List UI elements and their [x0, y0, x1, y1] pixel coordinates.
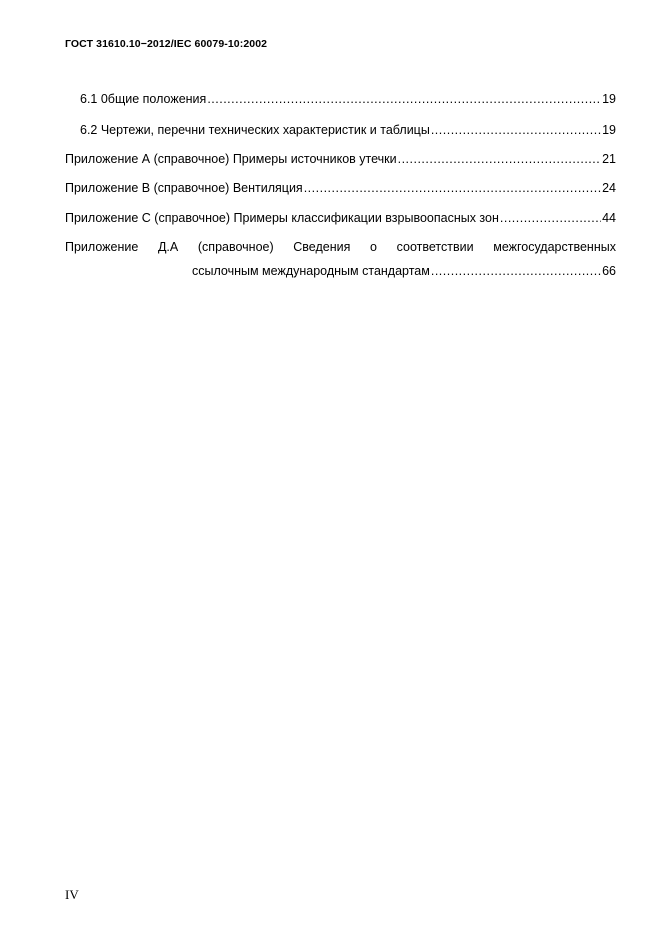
toc-entry-label: 6.2 Чертежи, перечни технических характеристик и таблицы	[80, 123, 430, 137]
toc-leader-dots	[431, 122, 601, 138]
toc-leader-dots	[500, 210, 601, 226]
document-header: ГОСТ 31610.10−2012/IEC 60079-10:2002	[65, 38, 268, 50]
toc-entry-6-2[interactable]	[80, 122, 616, 138]
toc-entry-label: 6.1 0бщие положения	[80, 92, 207, 106]
toc-entry-page: 19	[602, 123, 616, 137]
toc-leader-dots	[304, 180, 601, 196]
toc-word: Приложение	[65, 240, 139, 254]
toc-entry-page: 19	[602, 92, 616, 106]
toc-entry-annex-da-line1[interactable]	[65, 239, 616, 255]
toc-entry-page: 21	[602, 152, 616, 166]
toc-word: соответствии	[396, 240, 474, 254]
toc-entry-annex-b[interactable]	[65, 180, 616, 196]
toc-leader-dots	[431, 263, 601, 279]
toc-entry-annex-a[interactable]	[65, 151, 616, 167]
toc-entry-label: Приложение В (справочное) Вентиляция	[65, 181, 303, 195]
toc-word: о	[370, 240, 377, 254]
toc-word: Сведения	[293, 240, 351, 254]
toc-entry-page: 66	[602, 264, 616, 278]
toc-entry-label: Приложение А (справочное) Примеры источников утечки	[65, 152, 397, 166]
toc-entry-label: Приложение С (справочное) Примеры классификации взрывоопасных зон	[65, 211, 499, 225]
toc-entry-label: ссылочным международным стандартам	[192, 264, 430, 278]
toc-entry-annex-da-line2[interactable]	[192, 263, 616, 279]
toc-word: Д.А	[157, 240, 179, 254]
toc-entry-page: 24	[602, 181, 616, 195]
toc-leader-dots	[207, 91, 601, 107]
toc-entry-6-1[interactable]	[80, 91, 616, 107]
toc-word: межгосударственных	[493, 240, 616, 254]
toc-entry-annex-c[interactable]	[65, 210, 616, 226]
toc-leader-dots	[398, 151, 602, 167]
toc-entry-page: 44	[602, 211, 616, 225]
toc-word: (справочное)	[197, 240, 274, 254]
page-number: IV	[65, 887, 79, 902]
